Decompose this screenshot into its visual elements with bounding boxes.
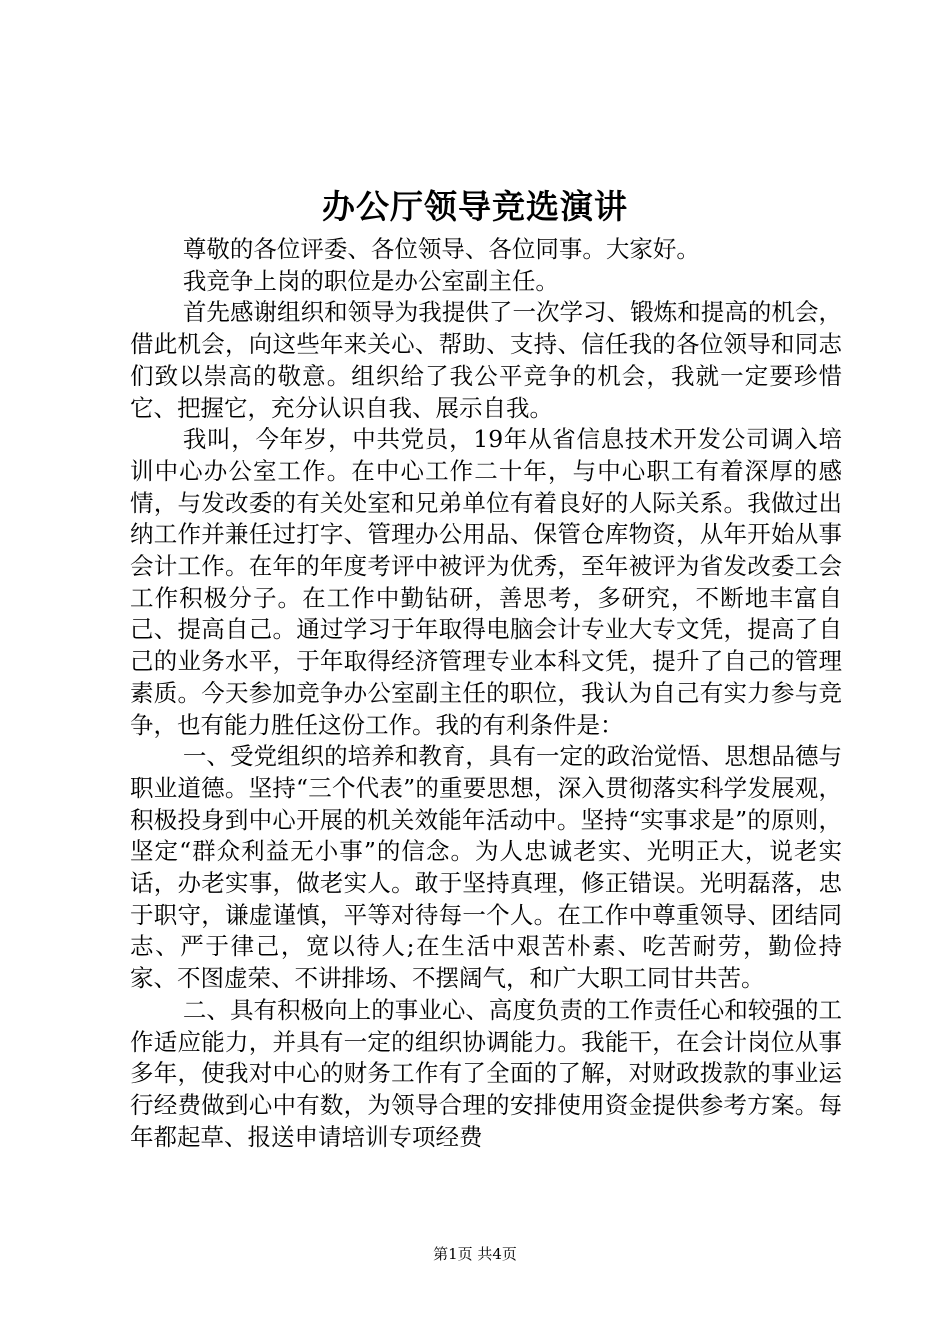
paragraph-point-two: 二、具有积极向上的事业心、高度负责的工作责任心和较强的工作适应能力，并具有一定的组织协调能力。我能干，在会计岗位从事多年，使我对中心的财务工作有了全面的了解，对财政拨款的事业运行经费做到心中有数，为领导合理的安排使用资金提供参考方案。每年都起草、报送申请培训专项经费 <box>130 995 842 1151</box>
document-body <box>130 234 842 1153</box>
document-title: 办公厅领导竞选演讲 <box>322 187 628 226</box>
paragraph-background: 我叫，今年岁，中共党员，19年从省信息技术开发公司调入培训中心办公室工作。在中心工作二十年，与中心职工有着深厚的感情，与发改委的有关处室和兄弟单位有着良好的人际关系。我做过出纳工作并兼任过打字、管理办公用品、保管仓库物资，从年开始从事会计工作。在年的年度考评中被评为优秀，至年被评为省发改委工会工作积极分子。在工作中勤钻研，善思考，多研究，不断地丰富自己、提高自己。通过学习于年取得电脑会计专业大专文凭，提高了自己的业务水平，于年取得经济管理专业本科文凭，提升了自己的管理素质。今天参加竞争办公室副主任的职位，我认为自己有实力参与竞争，也有能力胜任这份工作。我的有利条件是： <box>130 425 842 739</box>
paragraph-point-one: 一、受党组织的培养和教育，具有一定的政治觉悟、思想品德与职业道德。坚持“三个代表”的重要思想，深入贯彻落实科学发展观，积极投身到中心开展的机关效能年活动中。坚持“实事求是”的原则，坚定“群众利益无小事”的信念。为人忠诚老实、光明正大，说老实话，办老实事，做老实人。敢于坚持真理，修正错误。光明磊落，忠于职守，谦虚谨慎，平等对待每一个人。在工作中尊重领导、团结同志、严于律己，宽以待人;在生活中艰苦朴素、吃苦耐劳，勤俭持家、不图虚荣、不讲排场、不摆阔气，和广大职工同甘共苦。 <box>130 742 842 993</box>
paragraph-greeting: 尊敬的各位评委、各位领导、各位同事。大家好。 <box>182 235 700 263</box>
paragraph-position: 我竞争上岗的职位是办公室副主任。 <box>182 266 559 295</box>
paragraph-thanks: 首先感谢组织和领导为我提供了一次学习、锻炼和提高的机会，借此机会，向这些年来关心、帮助、支持、信任我的各位领导和同志们致以崇高的敬意。组织给了我公平竞争的机会，我就一定要珍惜它、把握它，充分认识自我、展示自我。 <box>130 298 842 422</box>
page-number-footer: 第1页 共4页 <box>433 1245 517 1263</box>
